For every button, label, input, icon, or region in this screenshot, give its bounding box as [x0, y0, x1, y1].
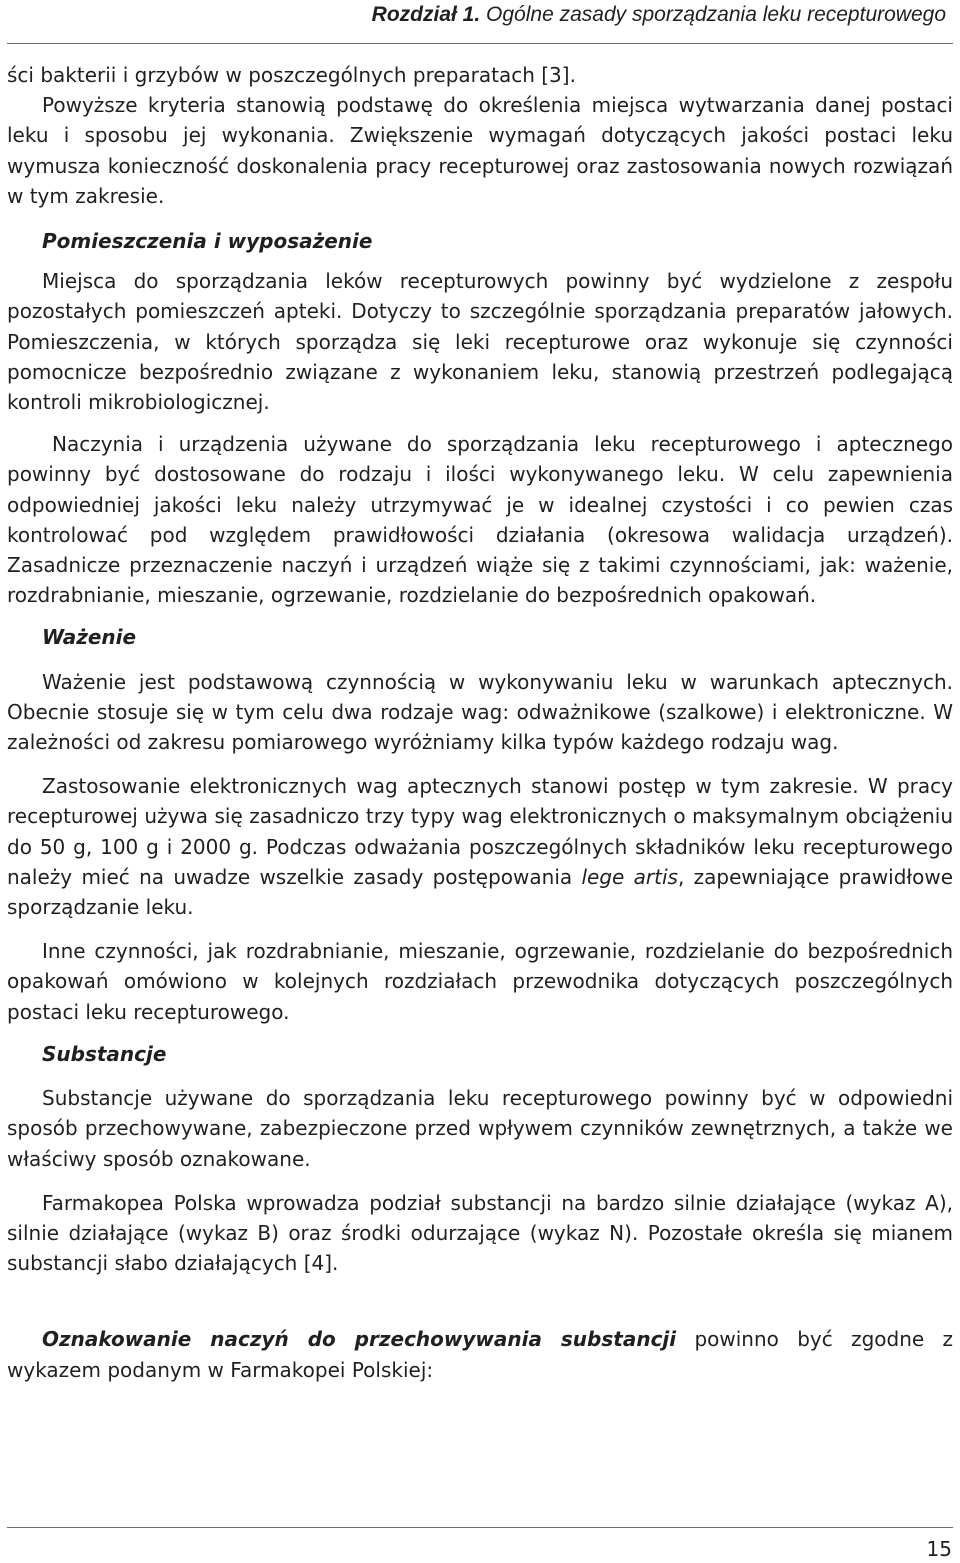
- paragraph: [7, 1324, 953, 1384]
- paragraph: Substancje używane do sporządzania leku recepturowego powinny być w odpowiedni sposób przechowywane, zabezpieczone przed wpływem czynników zewnętrznych, a także we właściwy sposób oznakowane.: [7, 1086, 953, 1171]
- paragraph-text: powinno być zgodne z wykazem podanym w Farmakopei Polskiej:: [7, 1327, 953, 1382]
- page-number: 15: [926, 1537, 952, 1561]
- paragraph: ści bakterii i grzybów w poszczególnych preparatach [3].: [7, 63, 576, 87]
- paragraph: Powyższe kryteria stanowią podstawę do określenia miejsca wytwarzania danej postaci leku i sposobu jej wykonania. Zwiększenie wymagań dotyczących jakości postaci leku wymusza konieczność doskonalenia pracy recepturowej oraz zastosowania nowych rozwiązań w tym zakresie.: [7, 93, 953, 208]
- paragraph: Ważenie jest podstawową czynnością w wykonywaniu leku w warunkach aptecznych. Obecnie stosuje się w tym celu dwa rodzaje wag: odważnikowe (szalkowe) i elektroniczne. W zależności od zakresu pomiarowego wyróżniamy kilka typów każdego rodzaju wag.: [7, 669, 953, 755]
- chapter-label: Rozdział 1.: [371, 3, 481, 26]
- paragraph: Inne czynności, jak rozdrabnianie, mieszanie, ogrzewanie, rozdzielanie do bezpośrednich opakowań omówiono w kolejnych rozdziałach przewodnika dotyczących poszczególnych postaci leku recepturowego.: [7, 939, 953, 1024]
- page-body: [7, 60, 953, 1385]
- paragraph: Naczynia i urządzenia używane do sporządzania leku recepturowego i aptecznego powinny być dostosowane do rodzaju i ilości wykonywanego leku. W celu zapewnienia odpowiedniej jakości leku należy utrzymywać je w idealnej czystości i co pewien czas kontrolować pod względem prawidłowości działania (okresowa walidacja urządzeń). Zasadnicze przeznaczenie naczyń i urządzeń wiąże się z takimi czynnościami, jak: ważenie, rozdrabnianie, mieszanie, ogrzewanie, rozdzielanie do bezpośrednich opakowań.: [7, 432, 953, 608]
- paragraph-text: , zapewniające prawidłowe sporządzanie leku.: [7, 864, 954, 920]
- paragraph: [7, 771, 953, 922]
- footer-divider: [7, 1527, 953, 1528]
- section-heading-wazenie: Ważenie: [42, 625, 137, 650]
- running-header: [372, 2, 946, 28]
- chapter-title: Ogólne zasady sporządzania leku recepturowego: [486, 3, 946, 26]
- paragraph-text: Zastosowanie elektronicznych wag aptecznych stanowi postęp w tym zakresie. W pracy recepturowej używa się zasadniczo trzy typy wag elektronicznych o maksymalnym obciążeniu do 50 g, 100 g i 2000 g. Podczas odważania poszczególnych składników leku recepturowego należy mieć na uwadze wszelkie zasady postępowania: [7, 774, 953, 889]
- latin-term: lege artis: [581, 864, 678, 889]
- paragraph: Miejsca do sporządzania leków recepturowych powinny być wydzielone z zespołu pozostałych pomieszczeń apteki. Dotyczy to szczególnie sporządzania preparatów jałowych. Pomieszczenia, w których sporządza się leki recepturowe oraz wykonuje się czynności pomocnicze bezpośrednio związane z wykonaniem leku, stanowią przestrzeń podlegającą kontroli mikrobiologicznej.: [7, 269, 953, 415]
- header-divider: [7, 43, 953, 44]
- section-heading-pomieszczenia: Pomieszczenia i wyposażenie: [42, 229, 373, 254]
- run-in-heading: Oznakowanie naczyń do przechowywania substancji: [42, 1327, 677, 1352]
- paragraph: Farmakopea Polska wprowadza podział substancji na bardzo silnie działające (wykaz A), silnie działające (wykaz B) oraz środki odurzające (wykaz N). Pozostałe określa się mianem substancji słabo działających [4].: [7, 1190, 953, 1276]
- section-heading-substancje: Substancje: [42, 1041, 167, 1066]
